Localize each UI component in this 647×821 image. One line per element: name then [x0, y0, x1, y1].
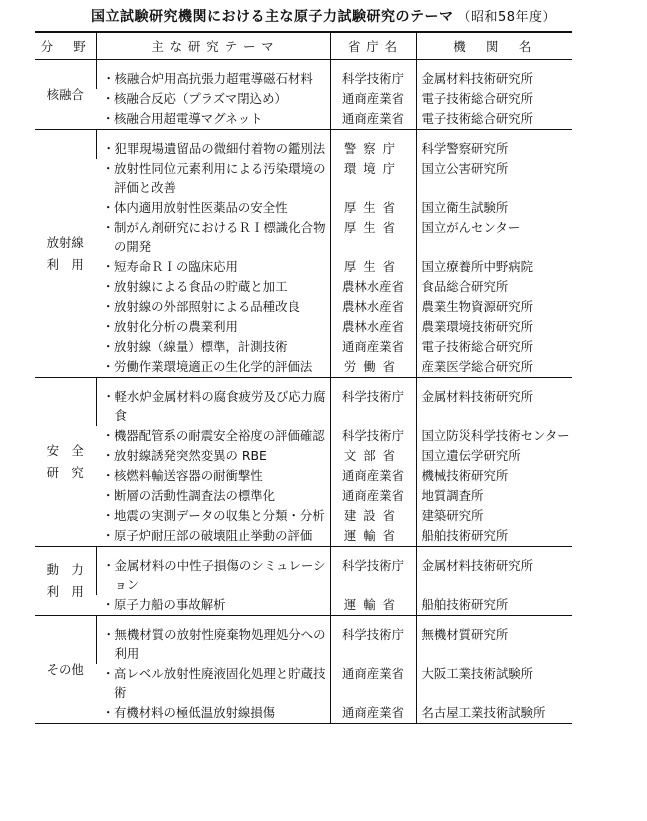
- theme-cell: [96, 159, 330, 198]
- bullet-mark: ・: [102, 488, 115, 503]
- theme-text: 核融合炉用高抗張力超電導磁石材料: [114, 71, 313, 86]
- theme-text: 断層の活動性調査法の標準化: [114, 488, 276, 503]
- bullet-mark: ・: [102, 627, 115, 642]
- theme-text: 体内適用放射性医薬品の安全性: [114, 200, 288, 215]
- org-cell: 地質調査所: [416, 486, 572, 506]
- bullet-mark: ・: [102, 141, 115, 156]
- org-cell: 国立衛生試験所: [416, 198, 572, 218]
- theme-cell: [96, 446, 330, 466]
- agency-cell: 農林水産省: [330, 277, 416, 297]
- theme-cell: [96, 526, 330, 547]
- org-cell: 金属材料技術研究所: [416, 378, 572, 427]
- bullet-mark: ・: [102, 666, 115, 681]
- org-cell: 機械技術研究所: [416, 466, 572, 486]
- org-cell: 電子技術総合研究所: [416, 109, 572, 130]
- theme-cell: [96, 466, 330, 486]
- org-cell: 国立がんセンター: [416, 218, 572, 257]
- org-cell: 無機材質研究所: [416, 616, 572, 665]
- theme-cell: [96, 337, 330, 357]
- agency-cell: 通商産業省: [330, 337, 416, 357]
- agency-cell: 科学技術庁: [330, 378, 416, 427]
- theme-cell: [96, 317, 330, 337]
- theme-cell: [96, 130, 330, 160]
- agency-cell: 農林水産省: [330, 317, 416, 337]
- bullet-mark: ・: [102, 220, 115, 235]
- bullet-mark: ・: [102, 508, 115, 523]
- theme-text: 核燃料輸送容器の耐衝撃性: [114, 468, 263, 483]
- theme-cell: [96, 257, 330, 277]
- theme-cell: [96, 616, 330, 665]
- org-cell: 船舶技術研究所: [416, 526, 572, 547]
- agency-cell: 科学技術庁: [330, 60, 416, 90]
- org-cell: 科学警察研究所: [416, 130, 572, 160]
- org-cell: 国立療養所中野病院: [416, 257, 572, 277]
- field-cell: 動 力 利 用: [35, 547, 96, 616]
- theme-cell: [96, 486, 330, 506]
- agency-cell: 厚生省: [330, 198, 416, 218]
- field-cell: 放射線 利 用: [35, 130, 96, 378]
- agency-cell: 厚生省: [330, 218, 416, 257]
- bullet-mark: ・: [102, 528, 115, 543]
- theme-text: 金属材料の中性子損傷のシミュレーション: [114, 558, 326, 592]
- bullet-mark: ・: [102, 468, 115, 483]
- theme-cell: [96, 109, 330, 130]
- agency-cell: 科学技術庁: [330, 426, 416, 446]
- theme-text: 有機材料の極低温放射線損傷: [114, 705, 276, 720]
- org-cell: 船舶技術研究所: [416, 595, 572, 616]
- theme-text: 短寿命ＲＩの臨床応用: [114, 259, 238, 274]
- table-row: [35, 109, 572, 130]
- bullet-mark: ・: [102, 161, 115, 176]
- theme-text: 労働作業環境適正の生化学的評価法: [114, 359, 313, 374]
- org-cell: 金属材料技術研究所: [416, 60, 572, 90]
- bullet-mark: ・: [102, 299, 115, 314]
- agency-cell: 建設省: [330, 506, 416, 526]
- agency-cell: 通商産業省: [330, 109, 416, 130]
- theme-cell: [96, 547, 330, 596]
- table-row: [35, 446, 572, 466]
- theme-cell: [96, 426, 330, 446]
- org-cell: 国立遺伝学研究所: [416, 446, 572, 466]
- theme-cell: [96, 703, 330, 724]
- org-cell: 農業環境技術研究所: [416, 317, 572, 337]
- table-row: [35, 466, 572, 486]
- theme-cell: [96, 357, 330, 378]
- agency-cell: 通商産業省: [330, 89, 416, 109]
- table-row: [35, 89, 572, 109]
- field-cell: その他: [35, 616, 96, 724]
- org-cell: 農業生物資源研究所: [416, 297, 572, 317]
- header-field: 分 野: [35, 32, 96, 60]
- theme-text: 放射線による食品の貯蔵と加工: [114, 279, 288, 294]
- org-cell: 食品総合研究所: [416, 277, 572, 297]
- org-cell: 大阪工業技術試験所: [416, 664, 572, 703]
- theme-text: 放射線（線量）標準，計測技術: [114, 339, 288, 354]
- theme-text: 地震の実測データの収集と分類・分析: [114, 508, 325, 523]
- theme-cell: [96, 664, 330, 703]
- bullet-mark: ・: [102, 428, 115, 443]
- agency-cell: 科学技術庁: [330, 616, 416, 665]
- theme-text: 原子力船の事故解析: [114, 597, 226, 612]
- agency-cell: 農林水産省: [330, 297, 416, 317]
- bullet-mark: ・: [102, 597, 115, 612]
- theme-text: 軽水炉金属材料の腐食疲労及び応力腐食: [114, 389, 326, 423]
- table-row: [35, 297, 572, 317]
- agency-cell: 文部省: [330, 446, 416, 466]
- table-row: [35, 277, 572, 297]
- bullet-mark: ・: [102, 389, 115, 404]
- table-row: [35, 257, 572, 277]
- agency-cell: 科学技術庁: [330, 547, 416, 596]
- org-cell: 金属材料技術研究所: [416, 547, 572, 596]
- table-row: [35, 218, 572, 257]
- table-row: [35, 486, 572, 506]
- agency-cell: 通商産業省: [330, 703, 416, 724]
- bullet-mark: ・: [102, 200, 115, 215]
- org-cell: 国立公害研究所: [416, 159, 572, 198]
- title-year: （昭和58年度）: [457, 10, 557, 25]
- bullet-mark: ・: [102, 359, 115, 374]
- bullet-mark: ・: [102, 339, 115, 354]
- table-row: [35, 317, 572, 337]
- agency-cell: 通商産業省: [330, 466, 416, 486]
- agency-cell: 通商産業省: [330, 486, 416, 506]
- field-cell: 安 全 研 究: [35, 378, 96, 547]
- header-org: 機 関 名: [416, 32, 572, 60]
- bullet-mark: ・: [102, 558, 115, 573]
- bullet-mark: ・: [102, 91, 115, 106]
- theme-text: 放射線誘発突然変異の RBE: [114, 448, 267, 463]
- org-cell: 産業医学総合研究所: [416, 357, 572, 378]
- title-text: 国立試験研究機関における主な原子力試験研究のテーマ: [90, 9, 454, 25]
- theme-cell: [96, 198, 330, 218]
- theme-text: 核融合用超電導マグネット: [114, 111, 263, 126]
- theme-cell: [96, 89, 330, 109]
- table-row: [35, 198, 572, 218]
- bullet-mark: ・: [102, 71, 115, 86]
- org-cell: 建築研究所: [416, 506, 572, 526]
- table-row: [35, 357, 572, 378]
- bullet-mark: ・: [102, 448, 115, 463]
- org-cell: 電子技術総合研究所: [416, 337, 572, 357]
- bullet-mark: ・: [102, 279, 115, 294]
- theme-text: 放射性同位元素利用による汚染環境の評価と改善: [114, 161, 326, 195]
- theme-text: 放射線の外部照射による品種改良: [114, 299, 300, 314]
- table-body: [35, 60, 572, 724]
- table-row: [35, 337, 572, 357]
- theme-text: 高レベル放射性廃液固化処理と貯蔵技術: [114, 666, 326, 700]
- agency-cell: 警察庁: [330, 130, 416, 160]
- agency-cell: 労働省: [330, 357, 416, 378]
- header-row: [35, 32, 572, 60]
- table-row: [35, 60, 572, 90]
- table-row: [35, 506, 572, 526]
- theme-cell: [96, 595, 330, 616]
- table-row: [35, 664, 572, 703]
- theme-text: 原子炉耐圧部の破壊阻止挙動の評価: [114, 528, 313, 543]
- table-title: [0, 6, 647, 26]
- theme-text: 放射化分析の農業利用: [114, 319, 238, 334]
- agency-cell: 運輸省: [330, 526, 416, 547]
- theme-cell: [96, 218, 330, 257]
- agency-cell: 厚生省: [330, 257, 416, 277]
- bullet-mark: ・: [102, 111, 115, 126]
- theme-cell: [96, 506, 330, 526]
- research-themes-table: [35, 31, 572, 724]
- table-row: [35, 378, 572, 427]
- org-cell: 国立防災科学技術センター: [416, 426, 572, 446]
- theme-text: 機器配管系の耐震安全裕度の評価確認: [114, 428, 325, 443]
- bullet-mark: ・: [102, 319, 115, 334]
- bullet-mark: ・: [102, 259, 115, 274]
- table-row: [35, 595, 572, 616]
- bullet-mark: ・: [102, 705, 115, 720]
- agency-cell: 運輸省: [330, 595, 416, 616]
- theme-cell: [96, 297, 330, 317]
- table-row: [35, 703, 572, 724]
- header-agency: 省 庁 名: [330, 32, 416, 60]
- table-row: [35, 130, 572, 160]
- table-row: [35, 547, 572, 596]
- table-row: [35, 616, 572, 665]
- agency-cell: 環境庁: [330, 159, 416, 198]
- field-cell: 核融合: [35, 60, 96, 130]
- theme-cell: [96, 378, 330, 427]
- theme-text: 犯罪現場遺留品の微細付着物の鑑別法: [114, 141, 326, 156]
- table-row: [35, 426, 572, 446]
- theme-cell: [96, 277, 330, 297]
- table-row: [35, 159, 572, 198]
- theme-text: 核融合反応（プラズマ閉込め）: [114, 91, 287, 106]
- theme-cell: [96, 60, 330, 90]
- agency-cell: 通商産業省: [330, 664, 416, 703]
- header-theme: 主 な 研 究 テ ー マ: [96, 32, 330, 60]
- org-cell: 名古屋工業技術試験所: [416, 703, 572, 724]
- org-cell: 電子技術総合研究所: [416, 89, 572, 109]
- theme-text: 制がん剤研究におけるＲＩ標識化合物の開発: [114, 220, 326, 254]
- theme-text: 無機材質の放射性廃棄物処理処分への利用: [114, 627, 326, 661]
- table-row: [35, 526, 572, 547]
